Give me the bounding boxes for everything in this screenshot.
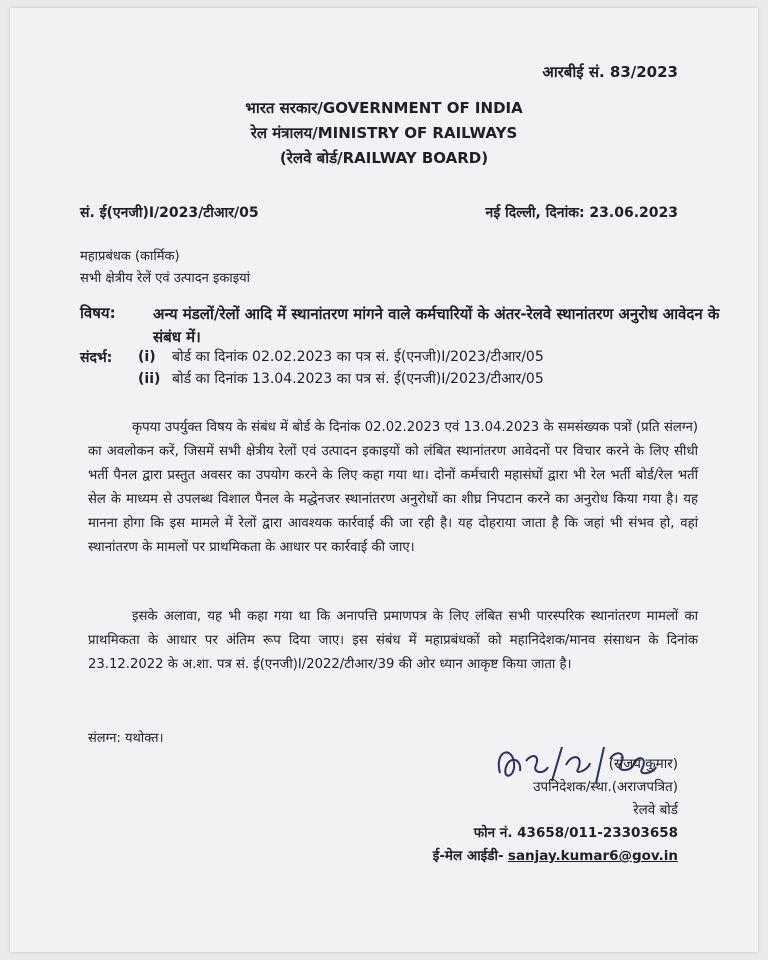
header-board: (रेलवे बोर्ड/RAILWAY BOARD) [279, 149, 489, 167]
signatory-phone: फोन नं. 43658/011-23303658 [473, 825, 678, 841]
addressee-line-1: महाप्रबंधक (कार्मिक) [80, 249, 180, 264]
letter-number: सं. ई(एनजी)I/2023/टीआर/05 [80, 205, 259, 221]
reference-item [138, 346, 544, 368]
signature-block [433, 753, 678, 868]
signatory-office: रेलवे बोर्ड [633, 802, 678, 818]
subject-label: विषय: [80, 304, 116, 322]
email-label: ई-मेल आईडी- [432, 848, 504, 864]
references-label: संदर्भ: [80, 350, 113, 366]
references-list [138, 346, 544, 390]
paragraph-1-text: कृपया उपर्युक्त विषय के संबंध में बोर्ड के दिनांक 02.02.2023 एवं 13.04.2023 के समसंख्यक पत्रों (प्रति संलग्न) का अवलोकन करें, जिसमें सभी क्षेत्रीय रेलों एवं उत्पादन इकाइयों को लंबित स्थानांतरण आवेदनों पर विचार करने के लिए सीधी भर्ती पैनल द्वारा प्रस्तुत अवसर का उपयोग करने के लिए कहा गया था। दोनों कर्मचारी महासंघों द्वारा भी रेल भर्ती बोर्ड/रेल भर्ती सेल के माध्यम से उपलब्ध विशाल पैनल के मद्धेनजर स्थानांतरण अनुरोधों का शीघ्र निपटान करने का अनुरोध किया गया है। यह मानना होगा कि इस मामले में रेलों द्वारा आवश्यक कार्रवाई की जा रही है। यह दोहराया जाता है कि जहां भी संभव हो, वहां स्थानांतरण के मामलों पर प्राथमिकता के आधार पर कार्रवाई की जाए। [88, 420, 698, 555]
body-paragraph-2 [88, 605, 698, 677]
paragraph-2-text: इसके अलावा, यह भी कहा गया था कि अनापत्ति प्रमाणपत्र के लिए लंबित सभी पारस्परिक स्थानांतरण मामलों का प्राथमिकता के आधार पर अंतिम रूप दिया जाए। इस संबंध में महाप्रबंधकों को महानिदेशक/मानव संसाधन के दिनांक 23.12.2022 के अ.शा. पत्र सं. ई(एनजी)I/2022/टीआर/39 की ओर ध्यान आकृष्ट किया जाता है। [88, 609, 698, 672]
email-link[interactable]: sanjay.kumar6@gov.in [507, 848, 678, 864]
signatory-name: (संजय कुमार) [608, 756, 678, 772]
header-ministry: रेल मंत्रालय/MINISTRY OF RAILWAYS [250, 124, 518, 142]
enclosure-note: संलग्न: यथोक्त। [88, 731, 164, 746]
reference-number: (ii) [138, 371, 161, 387]
reference-number: (i) [138, 349, 156, 365]
header-government: भारत सरकार/GOVERNMENT OF INDIA [245, 99, 523, 117]
reference-text: बोर्ड का दिनांक 02.02.2023 का पत्र सं. ई(एनजी)I/2023/टीआर/05 [172, 349, 544, 365]
letter-date: नई दिल्ली, दिनांक: 23.06.2023 [485, 205, 678, 221]
letter-page [10, 8, 758, 952]
addressee-line-2: सभी क्षेत्रीय रेलें एवं उत्पादन इकाइयां [80, 271, 251, 286]
subject-text: अन्य मंडलों/रेलों आदि में स्थानांतरण मांगने वाले कर्मचारियों के अंतर-रेलवे स्थानांतरण अनुरोध आवेदन के संबंध में। [153, 305, 720, 346]
reference-text: बोर्ड का दिनांक 13.04.2023 का पत्र सं. ई(एनजी)I/2023/टीआर/05 [172, 371, 544, 387]
reference-item [138, 368, 544, 390]
signatory-email-line [433, 845, 678, 868]
signatory-designation: उपनिदेशक/स्था.(अराजपत्रित) [533, 779, 678, 795]
rbe-number: आरबीई सं. 83/2023 [542, 63, 678, 81]
body-paragraph-1 [88, 416, 698, 560]
